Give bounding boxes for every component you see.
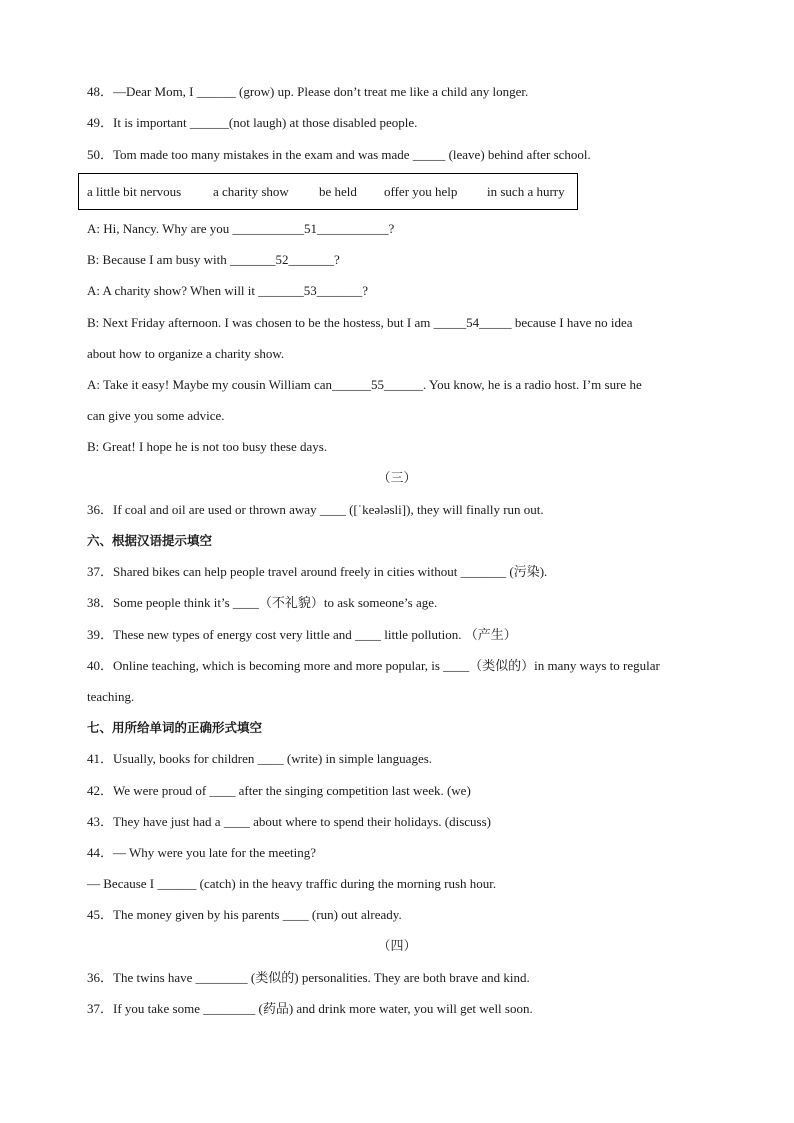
question-49: 49．It is important ______(not laugh) at those disabled people. bbox=[87, 115, 418, 130]
question-36-b: 36．The twins have ________ (类似的) personalities. They are both brave and kind. bbox=[87, 970, 530, 985]
dialog-line: B: Next Friday afternoon. I was chosen to be the hostess, but I am _____54_____ because I have no idea bbox=[87, 315, 633, 330]
question-42: 42．We were proud of ____ after the singing competition last week. (we) bbox=[87, 783, 471, 798]
question-37-b: 37．If you take some ________ (药品) and drink more water, you will get well soon. bbox=[87, 1001, 533, 1016]
word-option: offer you help bbox=[384, 184, 458, 199]
section-title-4: （四） bbox=[377, 938, 417, 953]
question-48: 48．—Dear Mom, I ______ (grow) up. Please don’t treat me like a child any longer. bbox=[87, 84, 529, 99]
word-bank-box bbox=[78, 173, 578, 210]
dialog-line: about how to organize a charity show. bbox=[87, 346, 285, 361]
section-heading-7: 七、用所给单词的正确形式填空 bbox=[87, 720, 263, 735]
question-38: 38．Some people think it’s ____（不礼貌）to ask someone’s age. bbox=[87, 595, 438, 610]
question-37-a: 37．Shared bikes can help people travel around freely in cities without _______ (污染). bbox=[87, 564, 548, 579]
dialog-line: B: Because I am busy with _______52_______? bbox=[87, 252, 340, 267]
question-40-cont: teaching. bbox=[87, 689, 135, 704]
question-44-answer: — Because I ______ (catch) in the heavy traffic during the morning rush hour. bbox=[87, 876, 497, 891]
question-43: 43．They have just had a ____ about where to spend their holidays. (discuss) bbox=[87, 814, 491, 829]
word-option: be held bbox=[319, 184, 357, 199]
question-36-a: 36．If coal and oil are used or thrown away ____ ([ˈkeələsli]), they will finally run out. bbox=[87, 502, 544, 517]
section-heading-6: 六、根据汉语提示填空 bbox=[87, 533, 213, 548]
question-50: 50．Tom made too many mistakes in the exam and was made _____ (leave) behind after school. bbox=[87, 147, 591, 162]
word-option: a charity show bbox=[213, 184, 289, 199]
question-44: 44．— Why were you late for the meeting? bbox=[87, 845, 316, 860]
dialog-line: can give you some advice. bbox=[87, 408, 225, 423]
word-option: in such a hurry bbox=[487, 184, 565, 199]
question-40: 40．Online teaching, which is becoming more and more popular, is ____（类似的）in many ways to regular bbox=[87, 658, 660, 673]
section-title-3: （三） bbox=[377, 470, 417, 485]
question-39: 39．These new types of energy cost very little and ____ little pollution. （产生） bbox=[87, 627, 517, 642]
dialog-line: A: Take it easy! Maybe my cousin William can______55______. You know, he is a radio host. I’m sure he bbox=[87, 377, 642, 392]
dialog-line: A: Hi, Nancy. Why are you ___________51___________? bbox=[87, 221, 395, 236]
question-41: 41．Usually, books for children ____ (write) in simple languages. bbox=[87, 751, 433, 766]
word-option: a little bit nervous bbox=[87, 184, 182, 199]
dialog-line: A: A charity show? When will it _______53_______? bbox=[87, 283, 369, 298]
question-45: 45．The money given by his parents ____ (run) out already. bbox=[87, 907, 402, 922]
dialog-line: B: Great! I hope he is not too busy these days. bbox=[87, 439, 328, 454]
